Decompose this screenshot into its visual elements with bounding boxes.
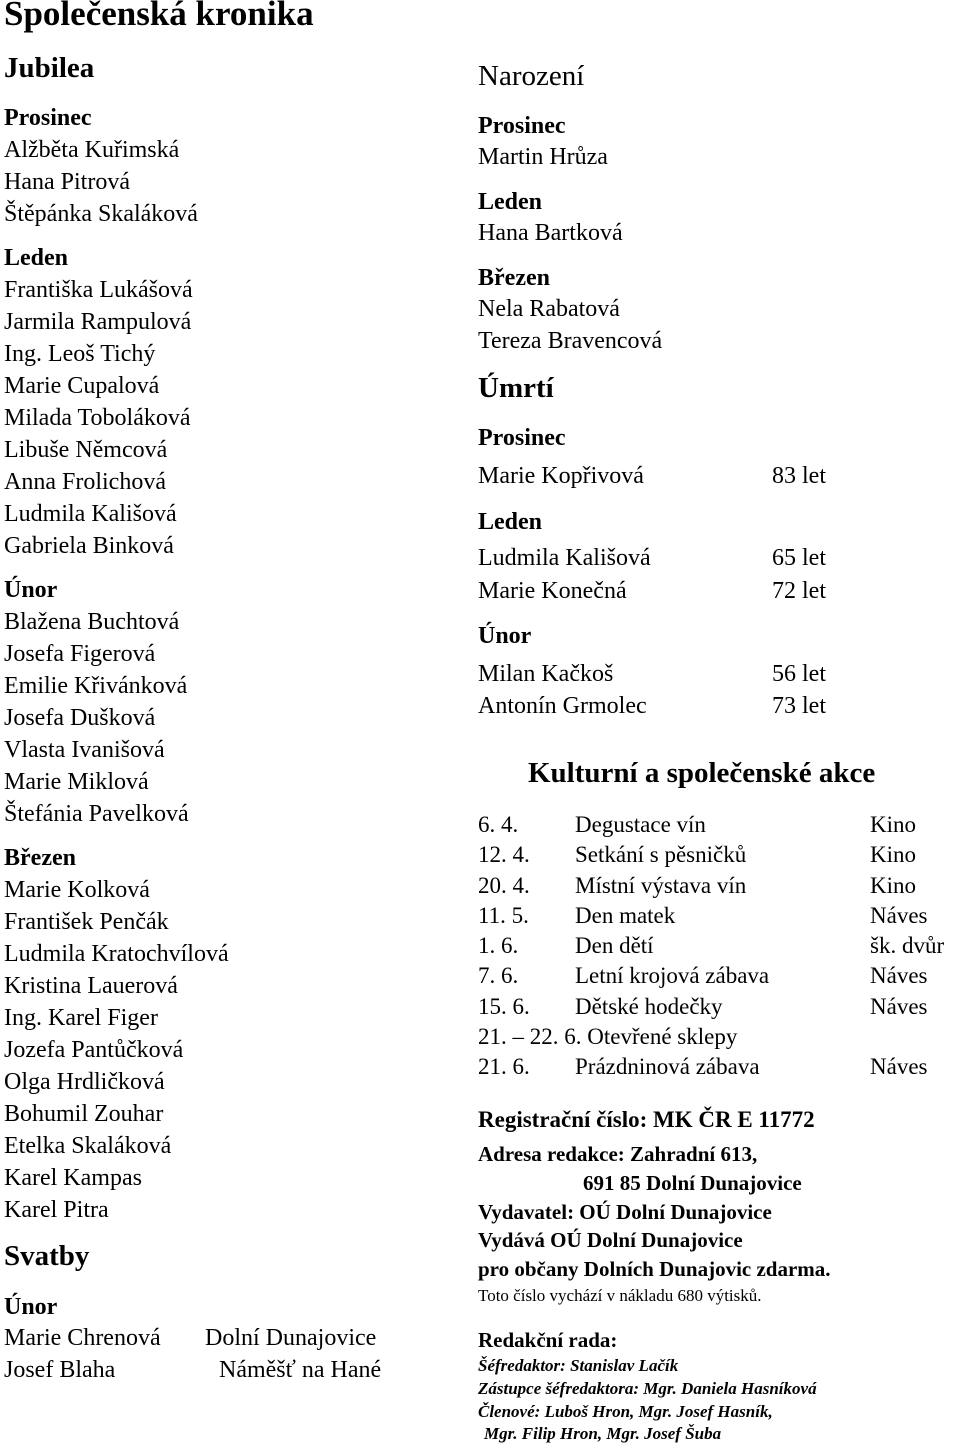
event-date: 12. 4.	[478, 842, 530, 868]
list-item: Olga Hrdličková	[4, 1069, 165, 1095]
list-item: Marie Miklová	[4, 769, 149, 795]
table-row	[478, 871, 944, 901]
page-title: Společenská kronika	[4, 0, 314, 33]
address-line-2: 691 85 Dolní Dunajovice	[583, 1171, 802, 1195]
table-row	[478, 810, 944, 840]
list-item: Nela Rabatová	[478, 296, 620, 322]
event-date: 7. 6.	[478, 963, 519, 989]
event-name: Místní výstava vín	[575, 872, 747, 898]
event-date: 15. 6.	[478, 993, 530, 1019]
umrti-age: 83 let	[772, 463, 826, 489]
events-table	[478, 810, 944, 1083]
list-item: Blažena Buchtová	[4, 609, 180, 635]
event-place: Náves	[870, 902, 928, 928]
redakce-title: Redakční rada:	[478, 1328, 618, 1352]
list-item: Josefa Dušková	[4, 705, 156, 731]
jubilea-title: Jubilea	[4, 52, 95, 84]
umrti-age: 72 let	[772, 578, 826, 604]
list-item: Milada Toboláková	[4, 405, 191, 431]
list-item: Františka Lukášová	[4, 277, 193, 303]
umrti-name: Antonín Grmolec	[478, 693, 647, 719]
event-name: Den matek	[575, 902, 676, 928]
list-item: Kristina Lauerová	[4, 973, 178, 999]
svatby-name-1: Marie Chrenová	[4, 1325, 161, 1351]
list-item: Ludmila Kratochvílová	[4, 941, 229, 967]
table-row	[478, 901, 944, 931]
event-date: 11. 5.	[478, 902, 529, 928]
umrti-month-unor: Únor	[478, 623, 532, 649]
svatby-title: Svatby	[4, 1240, 90, 1272]
event-date: 21. – 22. 6. Otevřené sklepy	[478, 1024, 738, 1050]
narozeni-month-leden: Leden	[478, 189, 543, 215]
redakce-members-2: Mgr. Filip Hron, Mgr. Josef Šuba	[484, 1424, 722, 1443]
list-item: Marie Cupalová	[4, 373, 160, 399]
akce-title: Kulturní a společenské akce	[528, 757, 876, 789]
svatby-place-1: Dolní Dunajovice	[205, 1325, 377, 1351]
svatby-name-2: Josef Blaha	[4, 1357, 116, 1383]
list-item: Karel Pitra	[4, 1197, 109, 1223]
list-item: Vlasta Ivanišová	[4, 737, 165, 763]
event-date: 21. 6.	[478, 1054, 530, 1080]
address-line-1: Adresa redakce: Zahradní 613,	[478, 1142, 758, 1166]
umrti-age: 56 let	[772, 661, 826, 687]
publisher: Vydavatel: OÚ Dolní Dunajovice	[478, 1200, 772, 1224]
jubilea-month-brezen: Březen	[4, 845, 76, 871]
circulation: Toto číslo vychází v nákladu 680 výtisků.	[478, 1286, 762, 1305]
list-item: Štěpánka Skaláková	[4, 201, 198, 227]
event-name: Dětské hodečky	[575, 993, 723, 1019]
event-place: šk. dvůr	[870, 933, 945, 959]
table-row	[478, 1022, 944, 1052]
list-item: Hana Bartková	[478, 220, 623, 246]
svatby-month: Únor	[4, 1294, 58, 1320]
event-place: Kino	[870, 872, 916, 898]
table-row	[478, 961, 944, 991]
list-item: Karel Kampas	[4, 1165, 142, 1191]
narozeni-month-prosinec: Prosinec	[478, 113, 566, 139]
list-item: Libuše Němcová	[4, 437, 168, 463]
narozeni-title: Narození	[478, 60, 585, 92]
event-place: Náves	[870, 993, 928, 1019]
event-place: Kino	[870, 812, 916, 837]
list-item: Jarmila Rampulová	[4, 309, 192, 335]
redakce-deputy: Zástupce šéfredaktora: Mgr. Daniela Hasníková	[478, 1379, 817, 1398]
jubilea-month-leden: Leden	[4, 245, 69, 271]
event-name: Degustace vín	[575, 812, 706, 837]
list-item: Jozefa Pantůčková	[4, 1037, 184, 1063]
list-item: Josefa Figerová	[4, 641, 156, 667]
event-name: Letní krojová zábava	[575, 963, 770, 989]
free-for: pro občany Dolních Dunajovic zdarma.	[478, 1257, 831, 1281]
umrti-month-leden: Leden	[478, 509, 543, 535]
list-item: Ing. Leoš Tichý	[4, 341, 156, 367]
list-item: Hana Pitrová	[4, 169, 130, 195]
list-item: Bohumil Zouhar	[4, 1101, 164, 1127]
table-row	[478, 931, 944, 961]
list-item: Tereza Bravencová	[478, 328, 663, 354]
table-row	[478, 992, 944, 1022]
jubilea-month-unor: Únor	[4, 577, 58, 603]
svatby-place-2: Náměšť na Hané	[219, 1357, 382, 1383]
table-row	[478, 1052, 944, 1082]
umrti-name: Marie Kopřivová	[478, 463, 644, 489]
umrti-age: 73 let	[772, 693, 826, 719]
event-date: 1. 6.	[478, 933, 519, 959]
list-item: Štefánia Pavelková	[4, 801, 189, 827]
event-place: Náves	[870, 1054, 928, 1080]
umrti-title: Úmrtí	[478, 372, 554, 404]
umrti-month-prosinec: Prosinec	[478, 425, 566, 451]
umrti-name: Marie Konečná	[478, 578, 627, 604]
umrti-name: Milan Kačkoš	[478, 661, 614, 687]
list-item: František Penčák	[4, 909, 169, 935]
event-name: Setkání s pěsničků	[575, 842, 747, 868]
list-item: Etelka Skaláková	[4, 1133, 172, 1159]
redakce-members-1: Členové: Luboš Hron, Mgr. Josef Hasník,	[478, 1402, 773, 1421]
event-place: Náves	[870, 963, 928, 989]
list-item: Martin Hrůza	[478, 144, 608, 170]
list-item: Emilie Křivánková	[4, 673, 188, 699]
event-date: 20. 4.	[478, 872, 530, 898]
umrti-name: Ludmila Kališová	[478, 545, 651, 571]
event-date: 6. 4.	[478, 812, 519, 837]
table-row	[478, 840, 944, 870]
jubilea-month-prosinec: Prosinec	[4, 105, 92, 131]
event-name: Den dětí	[575, 933, 654, 959]
redakce-chief: Šéfredaktor: Stanislav Lačík	[478, 1356, 679, 1375]
list-item: Anna Frolichová	[4, 469, 166, 495]
umrti-age: 65 let	[772, 545, 826, 571]
list-item: Ing. Karel Figer	[4, 1005, 158, 1031]
event-place: Kino	[870, 842, 916, 868]
list-item: Ludmila Kališová	[4, 501, 177, 527]
list-item: Gabriela Binková	[4, 533, 174, 559]
narozeni-month-brezen: Březen	[478, 265, 550, 291]
issued-by: Vydává OÚ Dolní Dunajovice	[478, 1228, 743, 1252]
list-item: Alžběta Kuřimská	[4, 137, 180, 163]
list-item: Marie Kolková	[4, 877, 150, 903]
registration-number: Registrační číslo: MK ČR E 11772	[478, 1107, 815, 1132]
jubilea-list	[4, 102, 229, 1226]
event-name: Prázdninová zábava	[575, 1054, 760, 1080]
